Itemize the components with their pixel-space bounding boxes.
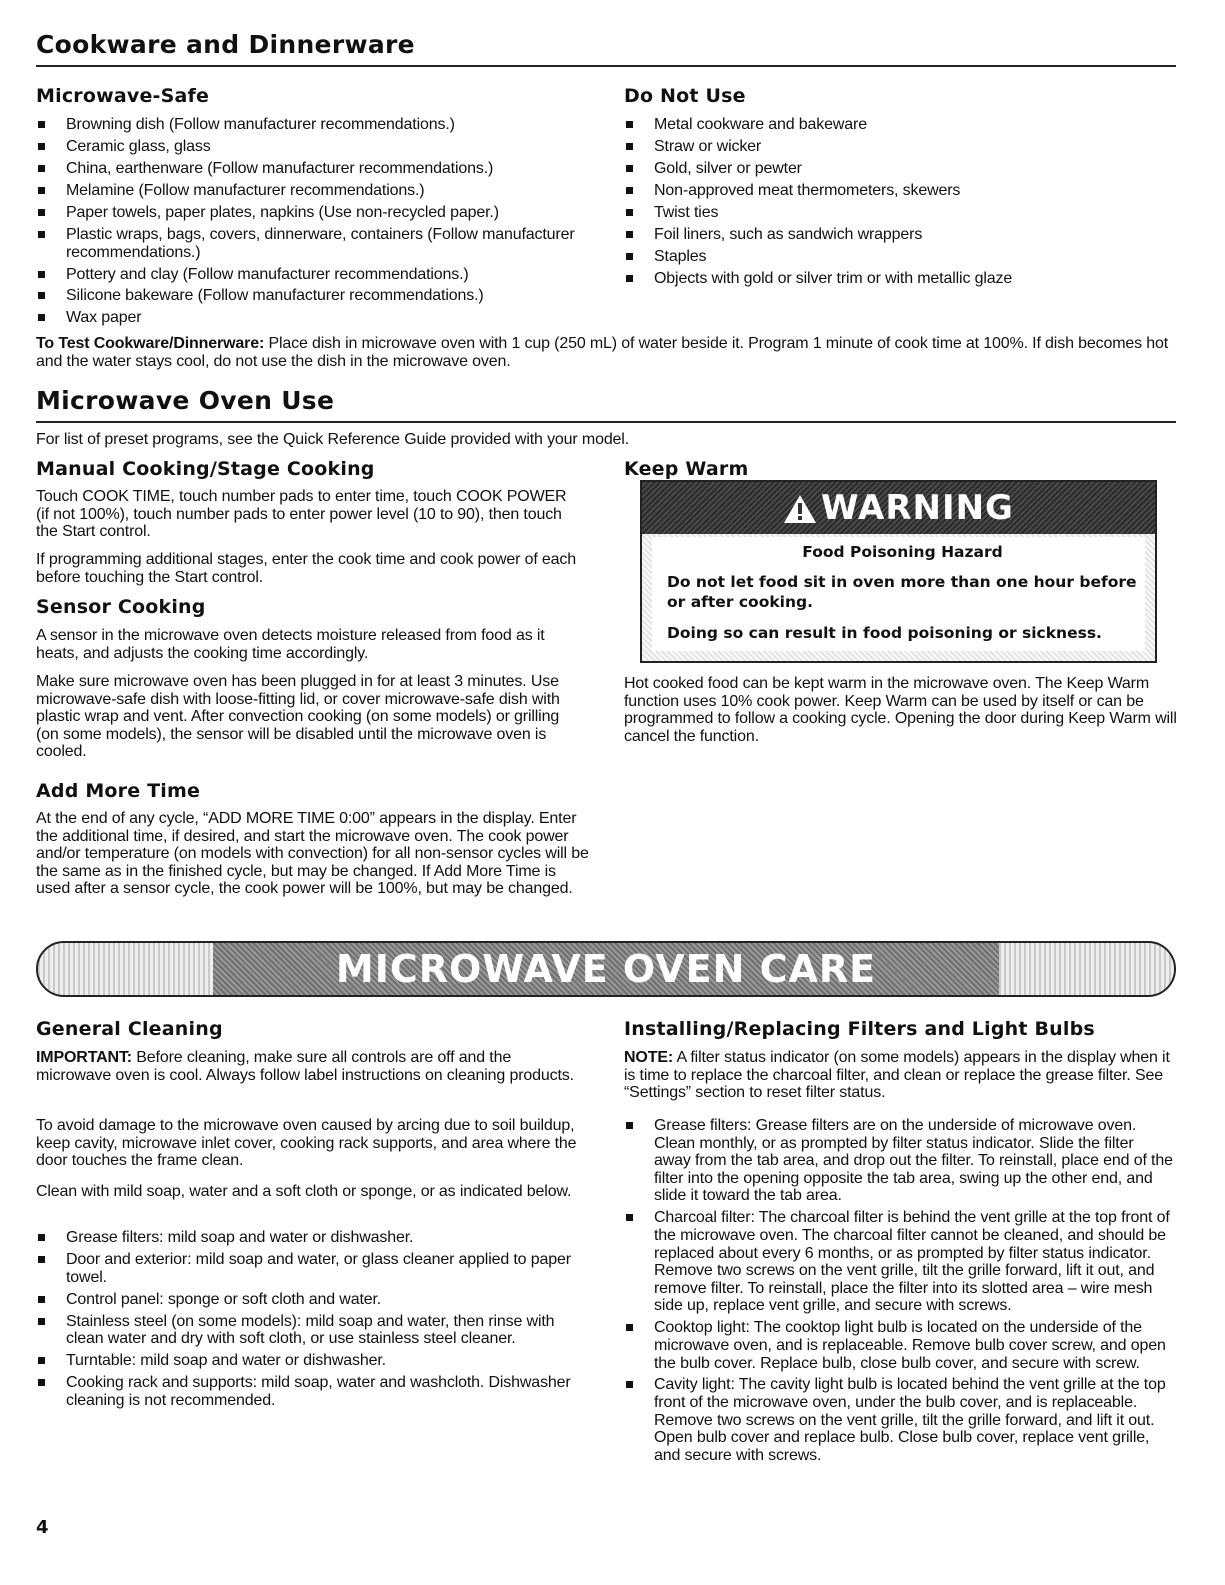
list-item: Objects with gold or silver trim or with metallic glaze bbox=[624, 270, 1174, 288]
list-item: Cooktop light: The cooktop light bulb is located on the underside of the microwave oven, and is replaceable. Remove bulb cover screw, and open the bulb cover. Replace bulb, close bulb cover, and secure with screw. bbox=[624, 1319, 1174, 1372]
list-item: Ceramic glass, glass bbox=[36, 138, 576, 156]
oven-use-title: Microwave Oven Use bbox=[36, 386, 335, 415]
bullet-icon bbox=[38, 314, 45, 321]
care-banner bbox=[36, 941, 1176, 997]
do-not-use-list bbox=[624, 116, 1174, 292]
warning-triangle-icon bbox=[783, 494, 817, 529]
bullet-icon bbox=[38, 209, 45, 216]
list-item: Cooking rack and supports: mild soap, water and washcloth. Dishwasher cleaning is not recommended. bbox=[36, 1374, 581, 1409]
add-more-time-paragraph: At the end of any cycle, “ADD MORE TIME 0:00” appears in the display. Enter the additional time, if desired, and start the microwave oven. The cook power and/or temperature (on models with convection) for all non-sensor cycles will be the same as in the finished cycle, but may be changed. If Add More Time is used after a sensor cycle, the cook power will be 100%, but may be changed. bbox=[36, 810, 589, 898]
list-item: Cavity light: The cavity light bulb is located behind the vent grille at the top front of the microwave oven, under the bulb cover, and is replaceable. Remove two screws on the vent grille, tilt the grille forward, and lift it out. Open bulb cover and replace bulb. Close bulb cover, replace vent grille, and secure with screws. bbox=[624, 1376, 1174, 1464]
add-more-time-heading: Add More Time bbox=[36, 780, 201, 802]
list-item: Charcoal filter: The charcoal filter is behind the vent grille at the top front of the microwave oven. The charcoal filter cannot be cleaned, and should be replaced about every 6 months, or as prompted by filter status indicator. Remove two screws on the vent grille, tilt the grille forward, lift it out, and remove filter. To reinstall, place the filter into its slotted area – wire mesh side up, replace vent grille, and secure with screws. bbox=[624, 1209, 1174, 1315]
sensor-cooking-p1: A sensor in the microwave oven detects moisture released from food as it heats, and adjusts the cooking time accordingly. bbox=[36, 627, 545, 662]
list-item: Melamine (Follow manufacturer recommendations.) bbox=[36, 182, 576, 200]
bullet-icon bbox=[38, 1379, 45, 1386]
list-item: Straw or wicker bbox=[624, 138, 1174, 156]
clean-with-paragraph: Clean with mild soap, water and a soft cloth or sponge, or as indicated below. bbox=[36, 1183, 572, 1200]
list-item: Metal cookware and bakeware bbox=[624, 116, 1174, 134]
note-label: NOTE: bbox=[624, 1049, 674, 1066]
list-item: Pottery and clay (Follow manufacturer recommendations.) bbox=[36, 266, 576, 284]
bullet-icon bbox=[626, 209, 633, 216]
bullet-icon bbox=[626, 231, 633, 238]
sensor-cooking-p2: Make sure microwave oven has been plugged in for at least 3 minutes. Use microwave-safe dish with loose-fitting lid, or cover microwave-safe dish with plastic wrap and vent. After convection cooking (on some models) or grilling (on some models), the sensor will be disabled until the microwave oven is cooled. bbox=[36, 673, 560, 761]
warning-line-2: Doing so can result in food poisoning or sickness. bbox=[667, 624, 1102, 642]
list-item: Stainless steel (on some models): mild soap and water, then rinse with clean water and dry with soft cloth, or use stainless steel cleaner. bbox=[36, 1313, 581, 1348]
bullet-icon bbox=[38, 1234, 45, 1241]
general-cleaning-heading: General Cleaning bbox=[36, 1018, 223, 1040]
list-item: Staples bbox=[624, 248, 1174, 266]
filters-heading: Installing/Replacing Filters and Light Bulbs bbox=[624, 1018, 1095, 1040]
manual-cooking-p1: Touch COOK TIME, touch number pads to enter time, touch COOK POWER (if not 100%), touch number pads to enter power level (10 to 90), then touch the Start control. bbox=[36, 488, 567, 541]
microwave-safe-list bbox=[36, 116, 576, 331]
keep-warm-paragraph: Hot cooked food can be kept warm in the microwave oven. The Keep Warm function uses 10% cook power. Keep Warm can be used by itself or can be programmed to follow a cooking cycle. Opening the door during Keep Warm will cancel the function. bbox=[624, 675, 1177, 745]
list-item: Wax paper bbox=[36, 309, 576, 327]
bullet-icon bbox=[626, 275, 633, 282]
important-label: IMPORTANT: bbox=[36, 1049, 132, 1066]
avoid-damage-paragraph: To avoid damage to the microwave oven caused by arcing due to soil buildup, keep cavity, microwave inlet cover, cooking rack supports, and area where the door touches the frame clean. bbox=[36, 1117, 577, 1170]
test-cookware-label: To Test Cookware/Dinnerware: bbox=[36, 335, 265, 352]
bullet-icon bbox=[626, 1122, 633, 1129]
warning-body bbox=[652, 537, 1145, 651]
list-item: Foil liners, such as sandwich wrappers bbox=[624, 226, 1174, 244]
filters-list bbox=[624, 1117, 1174, 1469]
bullet-icon bbox=[626, 187, 633, 194]
list-item: Plastic wraps, bags, covers, dinnerware, containers (Follow manufacturer recommendations.) bbox=[36, 226, 576, 261]
list-item: Control panel: sponge or soft cloth and water. bbox=[36, 1291, 581, 1309]
bullet-icon bbox=[38, 121, 45, 128]
bullet-icon bbox=[626, 253, 633, 260]
important-paragraph: IMPORTANT: Before cleaning, make sure all controls are off and the microwave oven is cool. Always follow label instructions on cleaning products. bbox=[36, 1049, 574, 1084]
microwave-safe-heading: Microwave-Safe bbox=[36, 85, 210, 107]
keep-warm-heading: Keep Warm bbox=[624, 458, 749, 480]
oven-use-rule bbox=[36, 421, 1176, 423]
cleaning-list bbox=[36, 1229, 581, 1414]
care-banner-title: MICROWAVE OVEN CARE bbox=[335, 947, 877, 991]
warning-title: Food Poisoning Hazard bbox=[802, 543, 1003, 561]
list-item: Door and exterior: mild soap and water, or glass cleaner applied to paper towel. bbox=[36, 1251, 581, 1286]
bullet-icon bbox=[626, 121, 633, 128]
cookware-title: Cookware and Dinnerware bbox=[36, 30, 415, 59]
bullet-icon bbox=[626, 1214, 633, 1221]
manual-cooking-heading: Manual Cooking/Stage Cooking bbox=[36, 458, 375, 480]
list-item: Twist ties bbox=[624, 204, 1174, 222]
list-item: Silicone bakeware (Follow manufacturer recommendations.) bbox=[36, 287, 576, 305]
list-item: Grease filters: Grease filters are on the underside of microwave oven. Clean monthly, or as prompted by filter status indicator. Slide the filter away from the tab area, and drop out the filter. To reinstall, place end of the filter into the opening opposite the tab area, swing up the other end, and slide it toward the tab area. bbox=[624, 1117, 1174, 1205]
bullet-icon bbox=[38, 271, 45, 278]
bullet-icon bbox=[38, 165, 45, 172]
warning-box bbox=[640, 480, 1157, 663]
warning-line-1: Do not let food sit in oven more than one hour before or after cooking. bbox=[667, 573, 1137, 611]
bullet-icon bbox=[38, 1256, 45, 1263]
list-item: Browning dish (Follow manufacturer recommendations.) bbox=[36, 116, 576, 134]
bullet-icon bbox=[38, 292, 45, 299]
bullet-icon bbox=[38, 1296, 45, 1303]
bullet-icon bbox=[38, 1357, 45, 1364]
bullet-icon bbox=[626, 143, 633, 150]
manual-cooking-p2: If programming additional stages, enter the cook time and cook power of each before touching the Start control. bbox=[36, 551, 577, 586]
list-item: Gold, silver or pewter bbox=[624, 160, 1174, 178]
bullet-icon bbox=[38, 187, 45, 194]
warning-word: WARNING bbox=[821, 488, 1014, 528]
bullet-icon bbox=[38, 231, 45, 238]
bullet-icon bbox=[38, 143, 45, 150]
list-item: China, earthenware (Follow manufacturer recommendations.) bbox=[36, 160, 576, 178]
list-item: Non-approved meat thermometers, skewers bbox=[624, 182, 1174, 200]
bullet-icon bbox=[626, 1381, 633, 1388]
list-item: Paper towels, paper plates, napkins (Use non-recycled paper.) bbox=[36, 204, 576, 222]
do-not-use-heading: Do Not Use bbox=[624, 85, 746, 107]
page-number: 4 bbox=[36, 1517, 49, 1538]
warning-header bbox=[642, 482, 1155, 534]
oven-use-intro: For list of preset programs, see the Quick Reference Guide provided with your model. bbox=[36, 431, 630, 448]
bullet-icon bbox=[626, 1324, 633, 1331]
list-item: Grease filters: mild soap and water or dishwasher. bbox=[36, 1229, 581, 1247]
list-item: Turntable: mild soap and water or dishwasher. bbox=[36, 1352, 581, 1370]
bullet-icon bbox=[38, 1318, 45, 1325]
note-paragraph: NOTE: A filter status indicator (on some models) appears in the display when it is time to replace the charcoal filter, and clean or replace the grease filter. See “Settings” section to reset filter status. bbox=[624, 1049, 1170, 1102]
test-cookware-paragraph: To Test Cookware/Dinnerware: Place dish in microwave oven with 1 cup (250 mL) of water beside it. Program 1 minute of cook time at 100%. If dish becomes hot and the water stays cool, do not use the dish in the microwave oven. bbox=[36, 335, 1169, 370]
sensor-cooking-heading: Sensor Cooking bbox=[36, 596, 206, 618]
cookware-rule bbox=[36, 65, 1176, 67]
bullet-icon bbox=[626, 165, 633, 172]
